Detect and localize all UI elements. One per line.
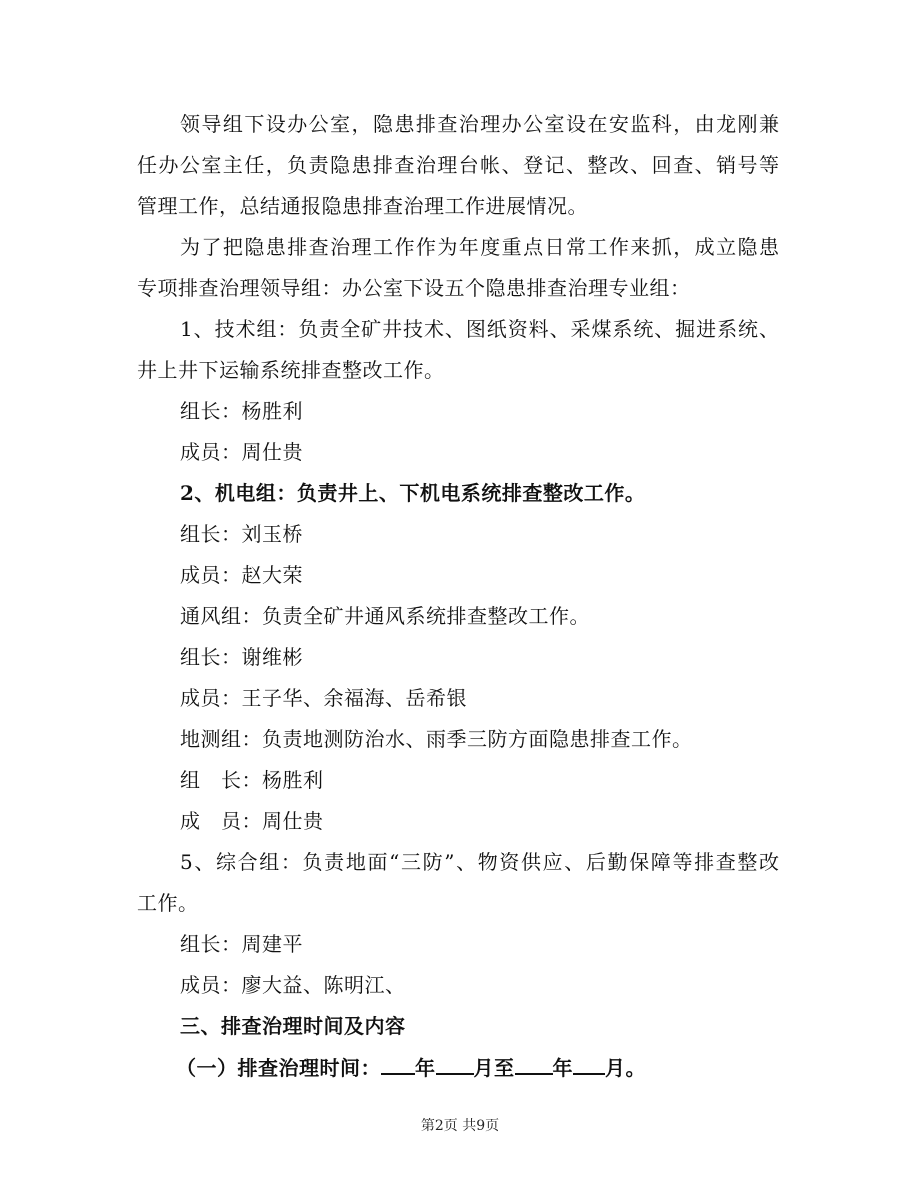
paragraph-line: 工作。 — [137, 891, 199, 915]
vent-group-leader: 组长：谢维彬 — [180, 645, 303, 669]
year-blank — [381, 1053, 415, 1075]
section-heading: 三、排查治理时间及内容 — [180, 1014, 406, 1038]
year-label: 年 — [552, 1056, 573, 1080]
time-prefix: （一）排查治理时间： — [176, 1056, 381, 1080]
paragraph-line: 任办公室主任，负责隐患排查治理台帐、登记、整改、回查、销号等 — [137, 153, 779, 177]
survey-group-leader: 组 长：杨胜利 — [180, 768, 324, 792]
month-blank — [436, 1053, 474, 1075]
general-group-members: 成员：廖大益、陈明江、 — [180, 973, 406, 997]
year-label: 年 — [415, 1056, 436, 1080]
tech-group-title: 1、技术组：负责全矿井技术、图纸资料、采煤系统、掘进系统、 — [180, 317, 779, 341]
month-blank — [573, 1053, 605, 1075]
time-line — [176, 1053, 646, 1082]
paragraph-line: 专项排查治理领导组：办公室下设五个隐患排查治理专业组： — [137, 276, 691, 300]
general-group-leader: 组长：周建平 — [180, 932, 303, 956]
tech-group-members: 成员：周仕贵 — [180, 440, 303, 464]
survey-group-members: 成 员：周仕贵 — [180, 809, 324, 833]
month-label: 月。 — [605, 1056, 646, 1080]
paragraph-line: 领导组下设办公室，隐患排查治理办公室设在安监科，由龙刚兼 — [180, 112, 779, 136]
mech-group-members: 成员：赵大荣 — [180, 563, 303, 587]
vent-group-title: 通风组：负责全矿井通风系统排查整改工作。 — [180, 604, 590, 628]
page-footer: 第2页 共9页 — [420, 1118, 500, 1134]
paragraph-line: 为了把隐患排查治理工作作为年度重点日常工作来抓，成立隐患 — [180, 235, 779, 259]
vent-group-members: 成员：王子华、余福海、岳希银 — [180, 686, 467, 710]
tech-group-leader: 组长：杨胜利 — [180, 399, 303, 423]
month-label: 月至 — [473, 1056, 515, 1080]
mech-group-title: 2、机电组：负责井上、下机电系统排查整改工作。 — [180, 481, 646, 505]
paragraph-line: 管理工作，总结通报隐患排查治理工作进展情况。 — [137, 194, 588, 218]
general-group-title: 5、综合组：负责地面“三防”、物资供应、后勤保障等排查整改 — [180, 850, 779, 874]
year-blank — [515, 1053, 553, 1075]
survey-group-title: 地测组：负责地测防治水、雨季三防方面隐患排查工作。 — [180, 727, 693, 751]
paragraph-line: 井上井下运输系统排查整改工作。 — [137, 358, 445, 382]
mech-group-leader: 组长：刘玉桥 — [180, 522, 303, 546]
